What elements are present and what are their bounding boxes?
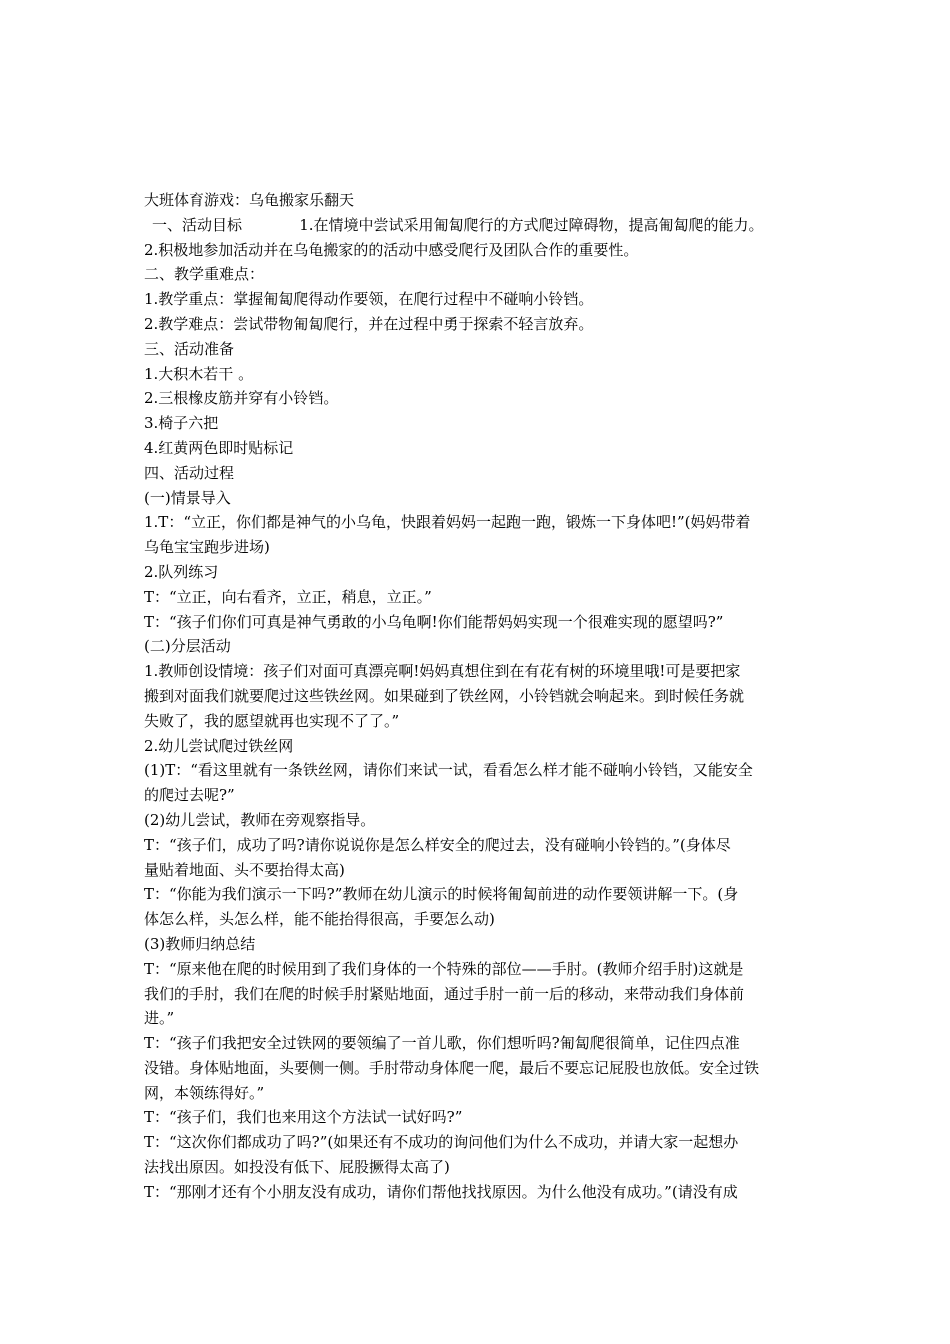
text-line: 1.T：“立正，你们都是神气的小乌龟，快跟着妈妈一起跑一跑，锻炼一下身体吧!”(妈妈带着 bbox=[144, 513, 751, 532]
text-line: 没错。身体贴地面，头要侧一侧。手肘带动身体爬一爬，最后不要忘记屁股也放低。安全过铁 bbox=[144, 1058, 760, 1077]
document-title: 大班体育游戏：乌龟搬家乐翻天 bbox=[144, 191, 355, 209]
section-heading: 三、活动准备 bbox=[144, 339, 235, 358]
text-line: 3.椅子六把 bbox=[144, 414, 219, 433]
text-line: 2.教学难点：尝试带物匍匐爬行，并在过程中勇于探索不轻言放弃。 bbox=[144, 314, 594, 333]
text-line: T：“孩子们你们可真是神气勇敢的小乌龟啊!你们能帮妈妈实现一个很难实现的愿望吗?” bbox=[144, 612, 724, 631]
text-line: 1.大积木若干 。 bbox=[144, 364, 254, 383]
text-line: 失败了，我的愿望就再也实现不了了。” bbox=[144, 711, 400, 730]
subsection-heading: (二)分层活动 bbox=[144, 637, 231, 656]
text-line: 的爬过去呢?” bbox=[144, 786, 235, 805]
text-line: T：“那刚才还有个小朋友没有成功，请你们帮他找找原因。为什么他没有成功。”(请没有成 bbox=[144, 1182, 738, 1201]
text-line: T：“立正，向右看齐，立正，稍息，立正。” bbox=[144, 587, 432, 606]
text-line: T：“你能为我们演示一下吗?”教师在幼儿演示的时候将匍匐前进的动作要领讲解一下。(身 bbox=[144, 885, 739, 904]
text-line: 进。” bbox=[144, 1009, 175, 1028]
text-line: T：“这次你们都成功了吗?”(如果还有不成功的询问他们为什么不成功，并请大家一起想办 bbox=[144, 1133, 739, 1152]
text-line: (3)教师归纳总结 bbox=[144, 934, 256, 953]
text-line: T：“孩子们，成功了吗?请你说说你是怎么样安全的爬过去，没有碰响小铃铛的。”(身体尽 bbox=[144, 835, 731, 854]
text-line: 1.教学重点：掌握匍匐爬得动作要领，在爬行过程中不碰响小铃铛。 bbox=[144, 290, 594, 309]
text-line: 1.教师创设情境：孩子们对面可真漂亮啊!妈妈真想住到在有花有树的环境里哦!可是要把家 bbox=[144, 662, 741, 681]
text-line: 搬到对面我们就要爬过这些铁丝网。如果碰到了铁丝网，小铃铛就会响起来。到时候任务就 bbox=[144, 686, 745, 705]
text-line: T：“原来他在爬的时候用到了我们身体的一个特殊的部位——手肘。(教师介绍手肘)这就是 bbox=[144, 959, 744, 978]
text-line: 体怎么样，头怎么样，能不能抬得很高，手要怎么动) bbox=[144, 910, 495, 929]
text-line: T：“孩子们我把安全过铁网的要领编了一首儿歌，你们想听吗?匍匐爬很简单，记住四点准 bbox=[144, 1034, 740, 1053]
text-line: 量贴着地面、头不要抬得太高) bbox=[144, 860, 345, 879]
text-line: 乌龟宝宝跑步进场) bbox=[144, 538, 270, 557]
text-line: (1)T：“看这里就有一条铁丝网，请你们来试一试，看看怎么样才能不碰响小铃铛，又能安全 bbox=[144, 761, 753, 780]
text-line: 4.红黄两色即时贴标记 bbox=[144, 438, 294, 457]
section-heading: 四、活动过程 bbox=[144, 463, 235, 482]
text-line: 我们的手肘，我们在爬的时候手肘紧贴地面，通过手肘一前一后的移动，来带动我们身体前 bbox=[144, 984, 745, 1003]
subsection-heading: (一)情景导入 bbox=[144, 488, 231, 507]
text-line: T：“孩子们，我们也来用这个方法试一试好吗?” bbox=[144, 1108, 463, 1127]
text-line: 一、活动目标 1.在情境中尝试采用匍匐爬行的方式爬过障碍物，提高匍匐爬的能力。 bbox=[152, 215, 764, 234]
text-line: (2)幼儿尝试，教师在旁观察指导。 bbox=[144, 810, 376, 829]
text-line: 2.队列练习 bbox=[144, 562, 219, 581]
text-line: 网，本领练得好。” bbox=[144, 1083, 265, 1102]
document-body bbox=[144, 188, 814, 1205]
text-line: 2.三根橡皮筋并穿有小铃铛。 bbox=[144, 389, 339, 408]
text-line: 法找出原因。如投没有低下、屁股撅得太高了) bbox=[144, 1158, 450, 1177]
section-heading: 二、教学重难点： bbox=[144, 265, 265, 284]
text-line: 2.幼儿尝试爬过铁丝网 bbox=[144, 736, 294, 755]
text-line: 2.积极地参加活动并在乌龟搬家的的活动中感受爬行及团队合作的重要性。 bbox=[144, 240, 639, 259]
